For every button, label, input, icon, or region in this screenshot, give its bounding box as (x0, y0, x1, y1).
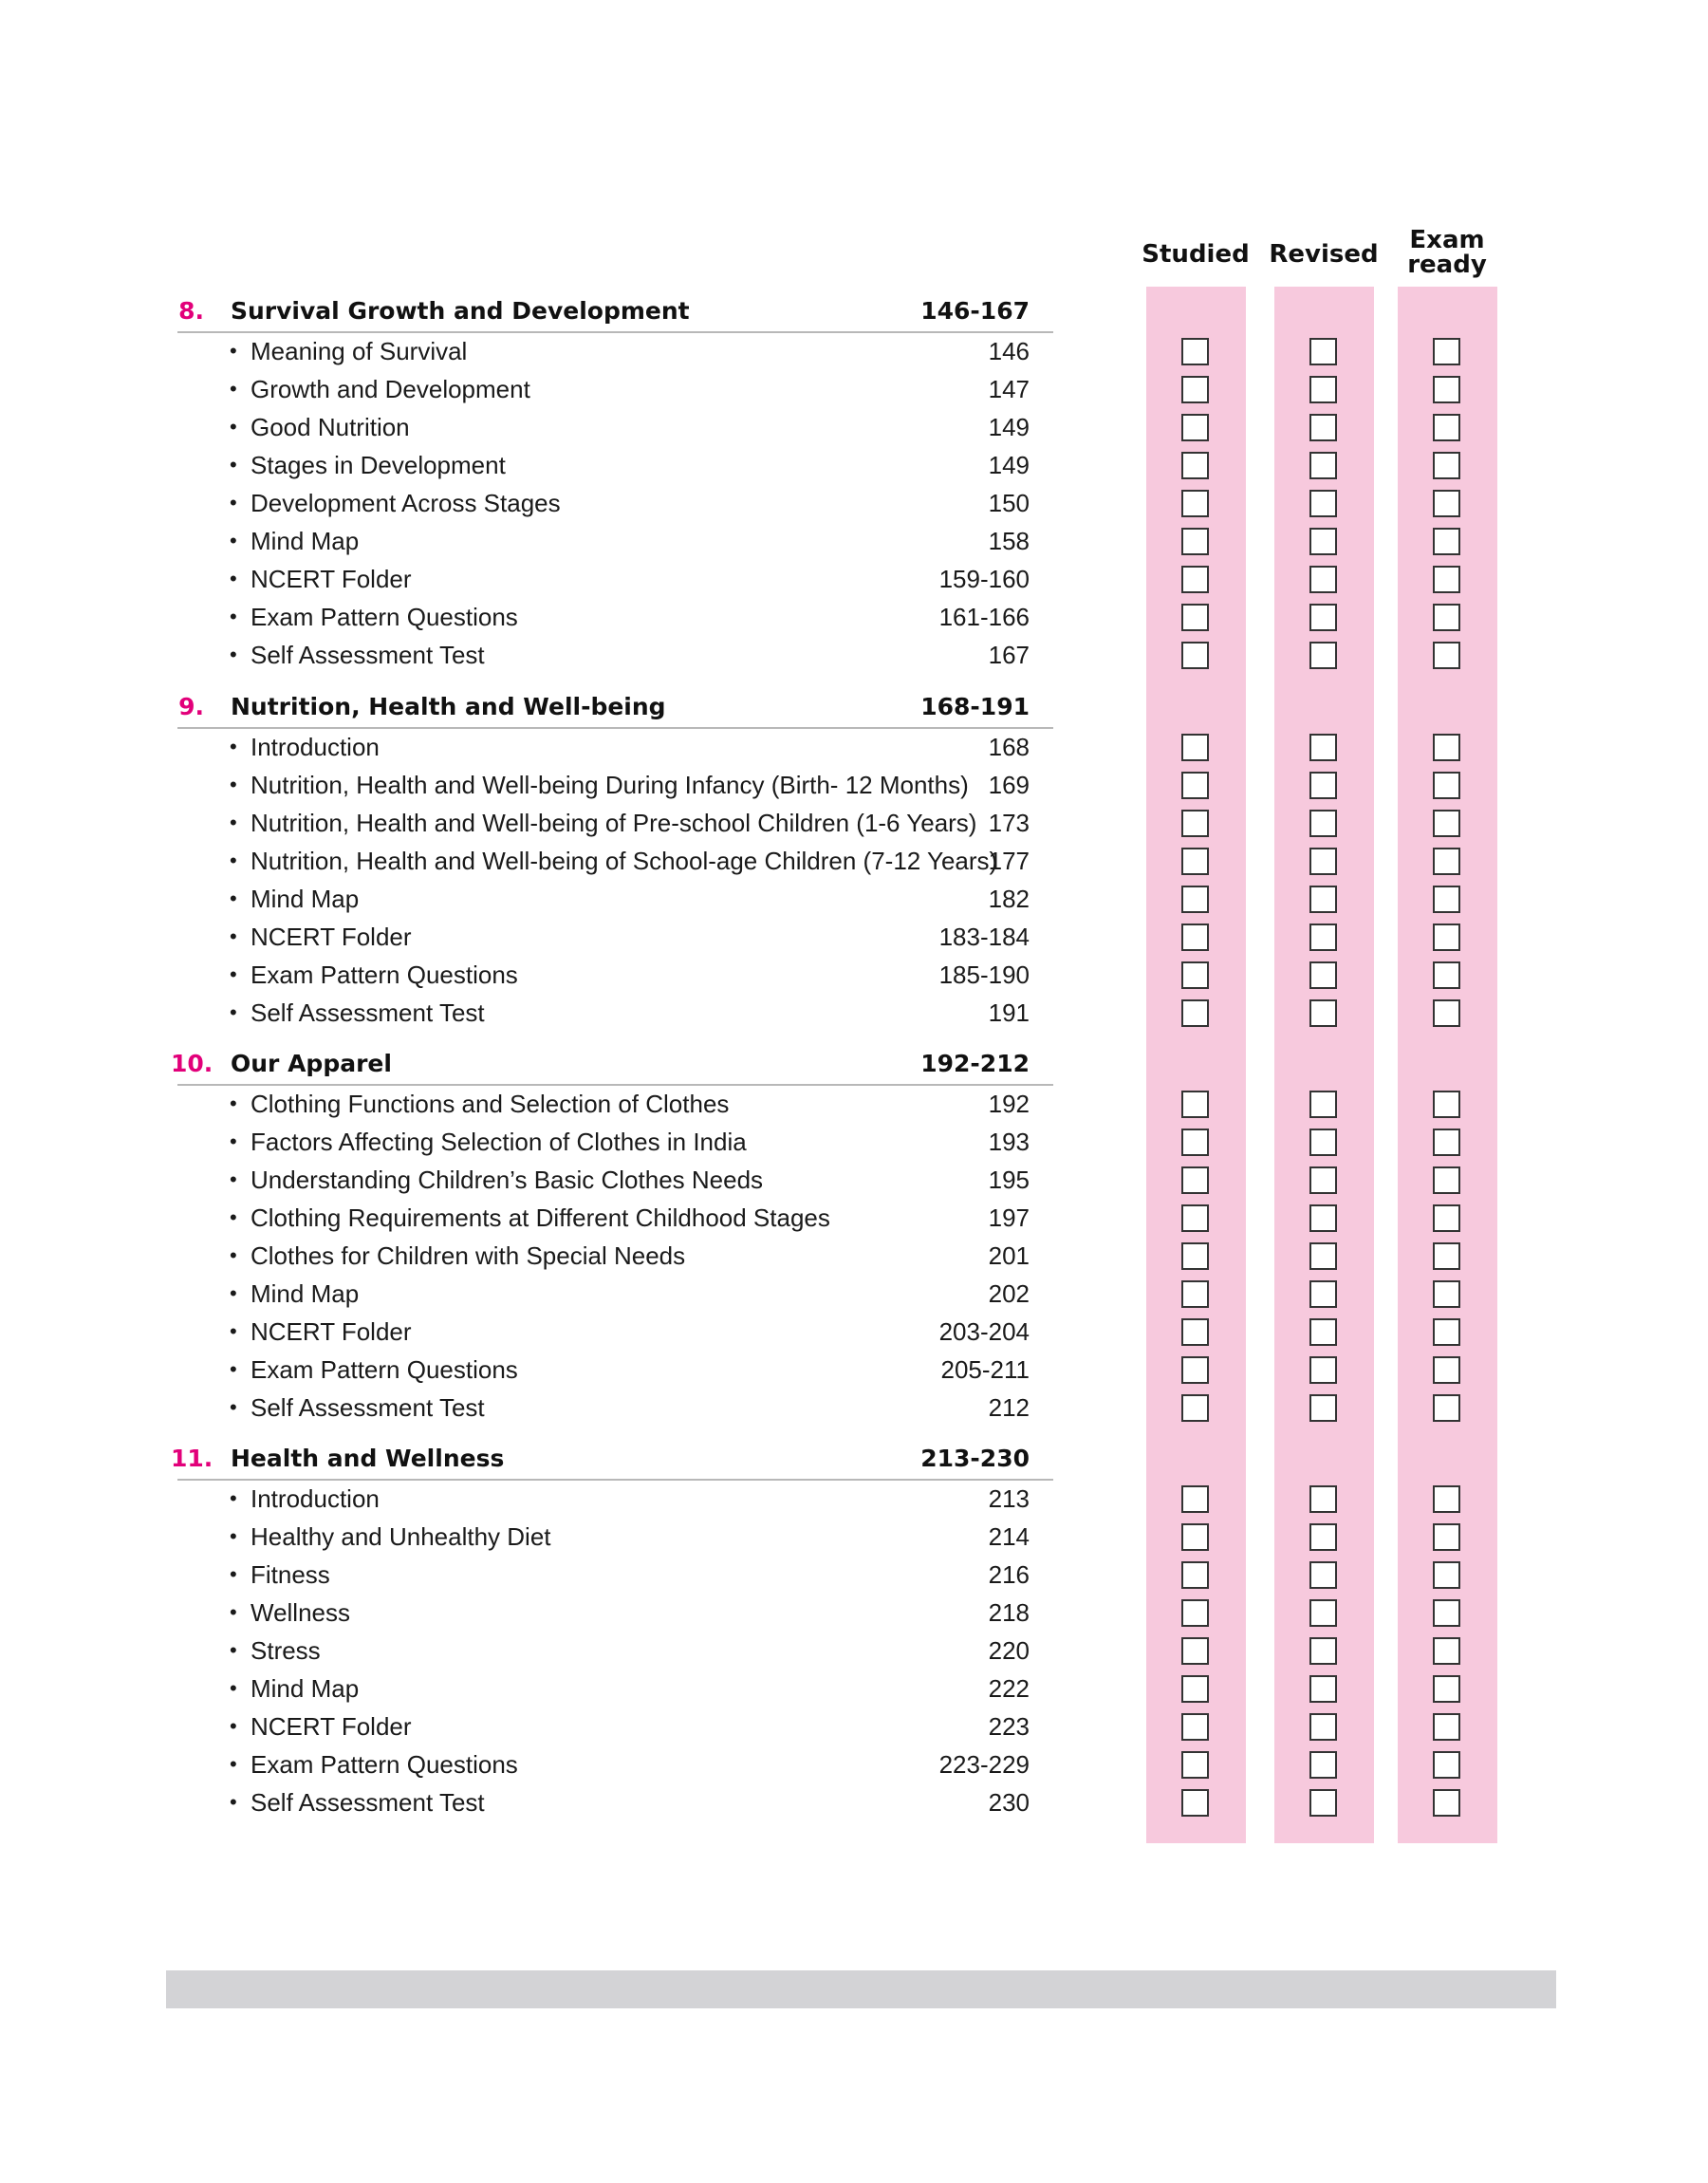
toc-item-label: Wellness (251, 1598, 351, 1627)
bullet: • (230, 1395, 237, 1419)
studied-checkbox[interactable] (1181, 848, 1209, 875)
bullet: • (230, 1357, 237, 1381)
toc-item-page: 201 (988, 1241, 1030, 1270)
revised-checkbox[interactable] (1309, 1599, 1337, 1627)
toc-item-page: 195 (988, 1166, 1030, 1194)
toc-item-label: NCERT Folder (251, 923, 412, 951)
toc-item-page: 216 (988, 1560, 1030, 1589)
revised-checkbox[interactable] (1309, 1394, 1337, 1422)
toc-item (171, 918, 1053, 956)
bullet: • (230, 567, 237, 590)
revised-checkbox[interactable] (1309, 848, 1337, 875)
revised-checkbox[interactable] (1309, 1242, 1337, 1270)
studied-checkbox[interactable] (1181, 452, 1209, 479)
toc-item-label: Mind Map (251, 527, 360, 555)
exam-ready-checkbox[interactable] (1433, 566, 1460, 593)
bullet: • (230, 962, 237, 986)
toc-item (171, 1085, 1053, 1123)
toc-item (171, 370, 1053, 408)
toc-item-label: Healthy and Unhealthy Diet (251, 1522, 551, 1551)
bullet: • (230, 1000, 237, 1024)
toc-item-label: Self Assessment Test (251, 641, 485, 669)
exam-ready-checkbox[interactable] (1433, 1242, 1460, 1270)
revised-checkbox[interactable] (1309, 810, 1337, 837)
toc-item-page: 146 (988, 337, 1030, 365)
toc-item (171, 1351, 1053, 1389)
toc-item (171, 1518, 1053, 1556)
revised-checkbox[interactable] (1309, 1637, 1337, 1665)
chapter-title: Nutrition, Health and Well-being (231, 693, 666, 720)
toc-item-label: Good Nutrition (251, 413, 410, 441)
toc-item-page: 168 (988, 733, 1030, 761)
toc-item-page: 213 (988, 1484, 1030, 1513)
toc-item-page: 197 (988, 1203, 1030, 1232)
toc-item-page: 202 (988, 1279, 1030, 1308)
bullet: • (230, 1281, 237, 1305)
toc-item-label: Clothing Functions and Selection of Clothes (251, 1090, 730, 1118)
exam-ready-checkbox[interactable] (1433, 999, 1460, 1027)
chapter-page-range: 213-230 (920, 1445, 1030, 1472)
studied-checkbox[interactable] (1181, 886, 1209, 913)
bullet: • (230, 1486, 237, 1510)
toc-item-page: 159-160 (938, 565, 1030, 593)
toc-item-page: 222 (988, 1674, 1030, 1703)
toc-item-page: 223 (988, 1712, 1030, 1741)
revised-checkbox[interactable] (1309, 1751, 1337, 1779)
toc-item-label: Understanding Children’s Basic Clothes Needs (251, 1166, 764, 1194)
toc-item (171, 804, 1053, 842)
toc-item-label: NCERT Folder (251, 565, 412, 593)
toc-item-label: Meaning of Survival (251, 337, 468, 365)
toc-item-label: Clothes for Children with Special Needs (251, 1241, 686, 1270)
studied-checkbox[interactable] (1181, 1091, 1209, 1118)
exam-ready-column-header (1381, 228, 1513, 277)
chapter-page-range: 192-212 (920, 1050, 1030, 1077)
exam-ready-checkbox[interactable] (1433, 642, 1460, 669)
bullet: • (230, 643, 237, 666)
exam-ready-checkbox[interactable] (1433, 1280, 1460, 1308)
exam-ready-checkbox[interactable] (1433, 1129, 1460, 1156)
studied-checkbox[interactable] (1181, 1204, 1209, 1232)
toc-item-page: 177 (988, 847, 1030, 875)
revised-checkbox[interactable] (1309, 961, 1337, 989)
exam-ready-checkbox[interactable] (1433, 772, 1460, 799)
toc-item (171, 1670, 1053, 1707)
revised-checkbox[interactable] (1309, 1675, 1337, 1703)
exam-ready-checkbox[interactable] (1433, 1751, 1460, 1779)
toc-item-label: Mind Map (251, 1279, 360, 1308)
exam-ready-checkbox[interactable] (1433, 376, 1460, 403)
revised-checkbox[interactable] (1309, 604, 1337, 631)
revised-checkbox[interactable] (1309, 1204, 1337, 1232)
toc-item (171, 728, 1053, 766)
footer-bar (166, 1970, 1556, 2008)
revised-checkbox[interactable] (1309, 1356, 1337, 1384)
exam-ready-checkbox[interactable] (1433, 1485, 1460, 1513)
column-header-label: Studied (1142, 240, 1250, 269)
toc-item-label: Exam Pattern Questions (251, 1355, 518, 1384)
exam-ready-checkbox[interactable] (1433, 1394, 1460, 1422)
toc-item-label: Stages in Development (251, 451, 506, 479)
toc-item-label: Introduction (251, 1484, 380, 1513)
exam-ready-checkbox[interactable] (1433, 338, 1460, 365)
toc-item (171, 1313, 1053, 1351)
revised-checkbox[interactable] (1309, 376, 1337, 403)
studied-checkbox[interactable] (1181, 566, 1209, 593)
bullet: • (230, 1243, 237, 1267)
exam-ready-checkbox[interactable] (1433, 1561, 1460, 1589)
toc-item-page: 192 (988, 1090, 1030, 1118)
toc-item-label: Self Assessment Test (251, 1788, 485, 1817)
toc-item-page: 147 (988, 375, 1030, 403)
studied-checkbox[interactable] (1181, 1318, 1209, 1346)
toc-item-page: 161-166 (938, 603, 1030, 631)
studied-checkbox[interactable] (1181, 642, 1209, 669)
revised-checkbox[interactable] (1309, 1166, 1337, 1194)
toc-item-page: 205-211 (940, 1355, 1030, 1384)
studied-checkbox[interactable] (1181, 772, 1209, 799)
toc-item-page: 212 (988, 1393, 1030, 1422)
revised-checkbox[interactable] (1309, 528, 1337, 555)
chapter-heading (171, 687, 1053, 725)
exam-ready-checkbox[interactable] (1433, 528, 1460, 555)
studied-checkbox[interactable] (1181, 1356, 1209, 1384)
revised-checkbox[interactable] (1309, 452, 1337, 479)
toc-item (171, 880, 1053, 918)
toc-item (171, 1237, 1053, 1275)
revised-checkbox[interactable] (1309, 734, 1337, 761)
toc-item-label: Nutrition, Health and Well-being of Pre-school Children (1-6 Years) (251, 809, 977, 837)
column-header-label: Revised (1269, 240, 1379, 269)
exam-ready-checkbox[interactable] (1433, 810, 1460, 837)
bullet: • (230, 1129, 237, 1153)
toc-item-page: 218 (988, 1598, 1030, 1627)
exam-ready-checkbox[interactable] (1433, 604, 1460, 631)
bullet: • (230, 1319, 237, 1343)
toc-item (171, 1123, 1053, 1161)
bullet: • (230, 886, 237, 910)
toc-item-page: 230 (988, 1788, 1030, 1817)
studied-checkbox[interactable] (1181, 1523, 1209, 1551)
studied-checkbox[interactable] (1181, 528, 1209, 555)
toc-item (171, 994, 1053, 1032)
bullet: • (230, 529, 237, 552)
bullet: • (230, 1167, 237, 1191)
revised-checkbox[interactable] (1309, 1280, 1337, 1308)
toc-item-label: Mind Map (251, 1674, 360, 1703)
studied-checkbox[interactable] (1181, 490, 1209, 517)
exam-ready-checkbox[interactable] (1433, 886, 1460, 913)
bullet: • (230, 849, 237, 872)
chapter-number: 9. (178, 693, 204, 720)
revised-checkbox[interactable] (1309, 1713, 1337, 1741)
exam-ready-checkbox[interactable] (1433, 1789, 1460, 1817)
toc-item (171, 766, 1053, 804)
revised-checkbox[interactable] (1309, 490, 1337, 517)
toc-item-label: NCERT Folder (251, 1317, 412, 1346)
revised-checkbox[interactable] (1309, 772, 1337, 799)
revised-checkbox[interactable] (1309, 338, 1337, 365)
bullet: • (230, 1676, 237, 1700)
toc-item (171, 1480, 1053, 1518)
exam-ready-checkbox[interactable] (1433, 1318, 1460, 1346)
revised-checkbox[interactable] (1309, 1318, 1337, 1346)
bullet: • (230, 773, 237, 796)
studied-checkbox[interactable] (1181, 1751, 1209, 1779)
toc-item-label: Fitness (251, 1560, 330, 1589)
toc-item-label: Exam Pattern Questions (251, 603, 518, 631)
toc-item-page: 173 (988, 809, 1030, 837)
chapter-page-range: 146-167 (920, 297, 1030, 325)
exam-ready-checkbox[interactable] (1433, 1599, 1460, 1627)
studied-checkbox[interactable] (1181, 1280, 1209, 1308)
chapter-title: Our Apparel (231, 1050, 392, 1077)
toc-item-page: 150 (988, 489, 1030, 517)
exam-ready-checkbox[interactable] (1433, 1091, 1460, 1118)
toc-item-page: 223-229 (938, 1750, 1030, 1779)
studied-checkbox[interactable] (1181, 376, 1209, 403)
studied-checkbox[interactable] (1181, 1637, 1209, 1665)
revised-checkbox[interactable] (1309, 1561, 1337, 1589)
bullet: • (230, 1752, 237, 1776)
toc-item (171, 560, 1053, 598)
toc-item (171, 332, 1053, 370)
revised-checkbox[interactable] (1309, 1129, 1337, 1156)
column-header-label: Exam ready (1407, 226, 1487, 279)
revised-column-header (1257, 242, 1390, 267)
toc-item-label: Nutrition, Health and Well-being of School-age Children (7-12 Years) (251, 847, 998, 875)
studied-checkbox[interactable] (1181, 1675, 1209, 1703)
toc-item (171, 842, 1053, 880)
bullet: • (230, 377, 237, 401)
bullet: • (230, 1790, 237, 1814)
toc-item (171, 1783, 1053, 1821)
toc-item-label: Self Assessment Test (251, 998, 485, 1027)
toc-item-page: 149 (988, 451, 1030, 479)
revised-checkbox[interactable] (1309, 924, 1337, 951)
toc-item-page: 214 (988, 1522, 1030, 1551)
toc-item-label: Exam Pattern Questions (251, 1750, 518, 1779)
toc-item-label: Introduction (251, 733, 380, 761)
bullet: • (230, 1524, 237, 1548)
studied-column-header (1129, 242, 1262, 267)
toc-item-page: 193 (988, 1128, 1030, 1156)
chapter-heading (171, 1439, 1053, 1477)
studied-checkbox[interactable] (1181, 1394, 1209, 1422)
toc-item-label: Growth and Development (251, 375, 530, 403)
studied-checkbox[interactable] (1181, 961, 1209, 989)
toc-item (171, 1556, 1053, 1594)
exam-ready-checkbox[interactable] (1433, 1675, 1460, 1703)
bullet: • (230, 1638, 237, 1662)
chapter-number: 11. (171, 1445, 214, 1472)
toc-item (171, 956, 1053, 994)
exam-ready-checkbox[interactable] (1433, 1356, 1460, 1384)
toc-item-label: Stress (251, 1636, 321, 1665)
toc-item (171, 636, 1053, 674)
toc-item-page: 183-184 (938, 923, 1030, 951)
bullet: • (230, 415, 237, 438)
studied-checkbox[interactable] (1181, 734, 1209, 761)
exam-ready-checkbox[interactable] (1433, 961, 1460, 989)
revised-checkbox[interactable] (1309, 886, 1337, 913)
toc-item (171, 1199, 1053, 1237)
exam-ready-checkbox[interactable] (1433, 1204, 1460, 1232)
toc-item-page: 185-190 (938, 961, 1030, 989)
toc-item (171, 1275, 1053, 1313)
studied-checkbox[interactable] (1181, 1166, 1209, 1194)
chapter-number: 8. (178, 297, 204, 325)
bullet: • (230, 924, 237, 948)
bullet: • (230, 811, 237, 834)
bullet: • (230, 1714, 237, 1738)
exam-ready-checkbox[interactable] (1433, 1523, 1460, 1551)
bullet: • (230, 453, 237, 476)
toc-item-page: 182 (988, 885, 1030, 913)
revised-checkbox[interactable] (1309, 1523, 1337, 1551)
revised-checkbox[interactable] (1309, 414, 1337, 441)
studied-checkbox[interactable] (1181, 1129, 1209, 1156)
bullet: • (230, 1092, 237, 1115)
toc-item-label: Exam Pattern Questions (251, 961, 518, 989)
studied-checkbox[interactable] (1181, 1789, 1209, 1817)
studied-checkbox[interactable] (1181, 414, 1209, 441)
revised-checkbox[interactable] (1309, 999, 1337, 1027)
exam-ready-checkbox[interactable] (1433, 734, 1460, 761)
bullet: • (230, 1600, 237, 1624)
bullet: • (230, 605, 237, 628)
toc-item (171, 598, 1053, 636)
toc-item-page: 169 (988, 771, 1030, 799)
toc-item-page: 167 (988, 641, 1030, 669)
toc-item-page: 158 (988, 527, 1030, 555)
studied-checkbox[interactable] (1181, 1561, 1209, 1589)
studied-checkbox[interactable] (1181, 1242, 1209, 1270)
toc-item-label: Nutrition, Health and Well-being During Infancy (Birth- 12 Months) (251, 771, 969, 799)
exam-ready-checkbox[interactable] (1433, 848, 1460, 875)
chapter-heading (171, 1044, 1053, 1082)
chapter-number: 10. (171, 1050, 214, 1077)
bullet: • (230, 1205, 237, 1229)
toc-item-label: Mind Map (251, 885, 360, 913)
toc-item (171, 522, 1053, 560)
exam-ready-checkbox[interactable] (1433, 1713, 1460, 1741)
bullet: • (230, 735, 237, 758)
studied-checkbox[interactable] (1181, 1599, 1209, 1627)
toc-item (171, 1594, 1053, 1632)
exam-ready-checkbox[interactable] (1433, 924, 1460, 951)
revised-checkbox[interactable] (1309, 642, 1337, 669)
toc-item (171, 1632, 1053, 1670)
studied-checkbox[interactable] (1181, 1713, 1209, 1741)
toc-item (171, 1745, 1053, 1783)
studied-checkbox[interactable] (1181, 999, 1209, 1027)
studied-checkbox[interactable] (1181, 1485, 1209, 1513)
toc-item (171, 1389, 1053, 1427)
toc-item-label: Self Assessment Test (251, 1393, 485, 1422)
studied-checkbox[interactable] (1181, 604, 1209, 631)
exam-ready-checkbox[interactable] (1433, 1166, 1460, 1194)
toc-item (171, 484, 1053, 522)
revised-checkbox[interactable] (1309, 1789, 1337, 1817)
chapter-title: Survival Growth and Development (231, 297, 690, 325)
bullet: • (230, 339, 237, 363)
revised-checkbox[interactable] (1309, 1485, 1337, 1513)
toc-item-label: Clothing Requirements at Different Childhood Stages (251, 1203, 830, 1232)
studied-checkbox[interactable] (1181, 810, 1209, 837)
toc-item-label: Factors Affecting Selection of Clothes in India (251, 1128, 747, 1156)
chapter-heading (171, 291, 1053, 329)
studied-checkbox[interactable] (1181, 338, 1209, 365)
toc-item-page: 203-204 (938, 1317, 1030, 1346)
revised-checkbox[interactable] (1309, 1091, 1337, 1118)
exam-ready-checkbox[interactable] (1433, 414, 1460, 441)
toc-item-label: NCERT Folder (251, 1712, 412, 1741)
revised-checkbox[interactable] (1309, 566, 1337, 593)
bullet: • (230, 491, 237, 514)
studied-checkbox[interactable] (1181, 924, 1209, 951)
toc-item (171, 1161, 1053, 1199)
bullet: • (230, 1562, 237, 1586)
toc-item-page: 220 (988, 1636, 1030, 1665)
toc-item-page: 191 (988, 998, 1030, 1027)
toc-item-label: Development Across Stages (251, 489, 561, 517)
chapter-page-range: 168-191 (920, 693, 1030, 720)
toc-item (171, 408, 1053, 446)
toc-item (171, 446, 1053, 484)
toc-item-page: 149 (988, 413, 1030, 441)
exam-ready-checkbox[interactable] (1433, 452, 1460, 479)
toc-item (171, 1707, 1053, 1745)
chapter-title: Health and Wellness (231, 1445, 505, 1472)
exam-ready-checkbox[interactable] (1433, 1637, 1460, 1665)
exam-ready-checkbox[interactable] (1433, 490, 1460, 517)
